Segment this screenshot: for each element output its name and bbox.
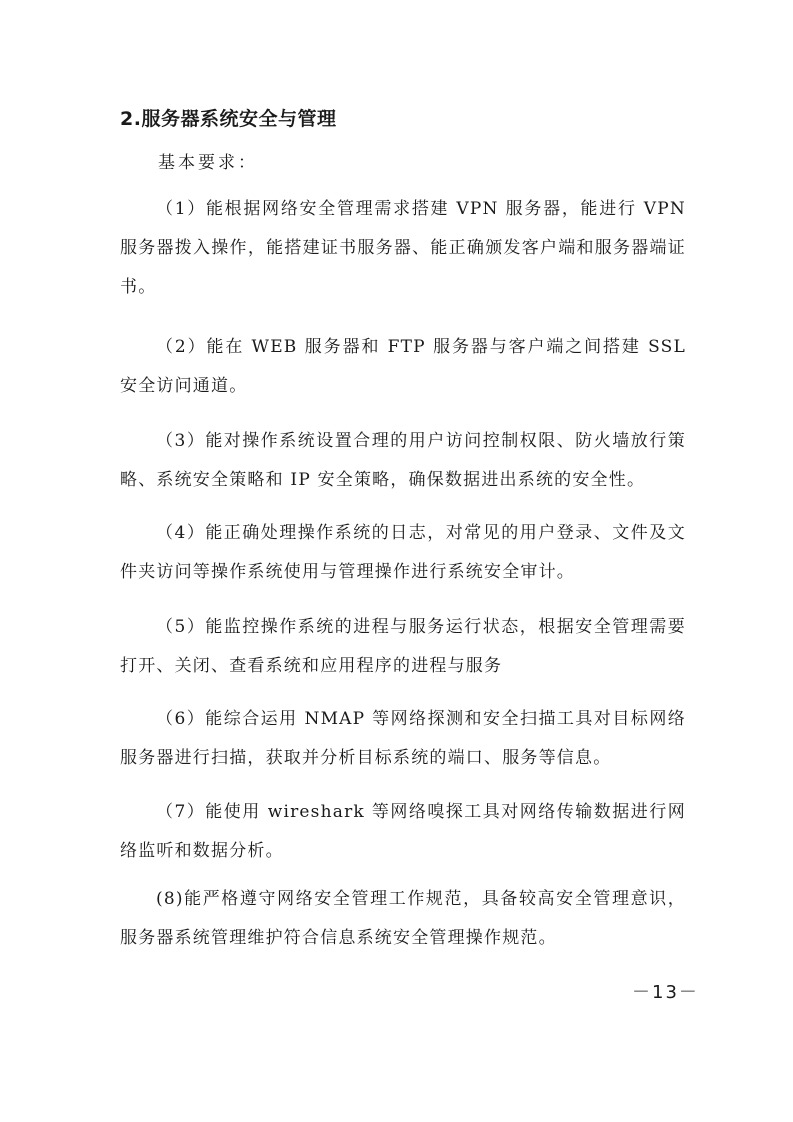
requirement-paragraph-6: （6）能综合运用 NMAP 等网络探测和安全扫描工具对目标网络服务器进行扫描，获取并分析目标系统的端口、服务等信息。	[120, 709, 686, 768]
requirement-paragraph-2: （2）能在 WEB 服务器和 FTP 服务器与客户端之间搭建 SSL 安全访问通道。	[120, 337, 686, 396]
section-heading: 2.服务器系统安全与管理	[120, 108, 337, 130]
requirement-paragraph-5: （5）能监控操作系统的进程与服务运行状态，根据安全管理需要打开、关闭、查看系统和应用程序的进程与服务	[120, 617, 686, 676]
requirements-label: 基本要求：	[158, 153, 258, 173]
requirement-paragraph-1: （1）能根据网络安全管理需求搭建 VPN 服务器，能进行 VPN 服务器拨入操作，能搭建证书服务器、能正确颁发客户端和服务器端证书。	[120, 199, 686, 297]
requirement-paragraph-4: （4）能正确处理操作系统的日志，对常见的用户登录、文件及文件夹访问等操作系统使用与管理操作进行系统安全审计。	[120, 523, 686, 582]
requirement-paragraph-7: （7）能使用 wireshark 等网络嗅探工具对网络传输数据进行网络监听和数据分析。	[120, 802, 686, 861]
requirement-paragraph-8: (8)能严格遵守网络安全管理工作规范，具备较高安全管理意识，服务器系统管理维护符合信息系统安全管理操作规范。	[120, 889, 686, 948]
requirement-paragraph-3: （3）能对操作系统设置合理的用户访问控制权限、防火墙放行策略、系统安全策略和 IP 安全策略，确保数据进出系统的安全性。	[120, 431, 686, 490]
page-number: －13－	[632, 982, 699, 1003]
